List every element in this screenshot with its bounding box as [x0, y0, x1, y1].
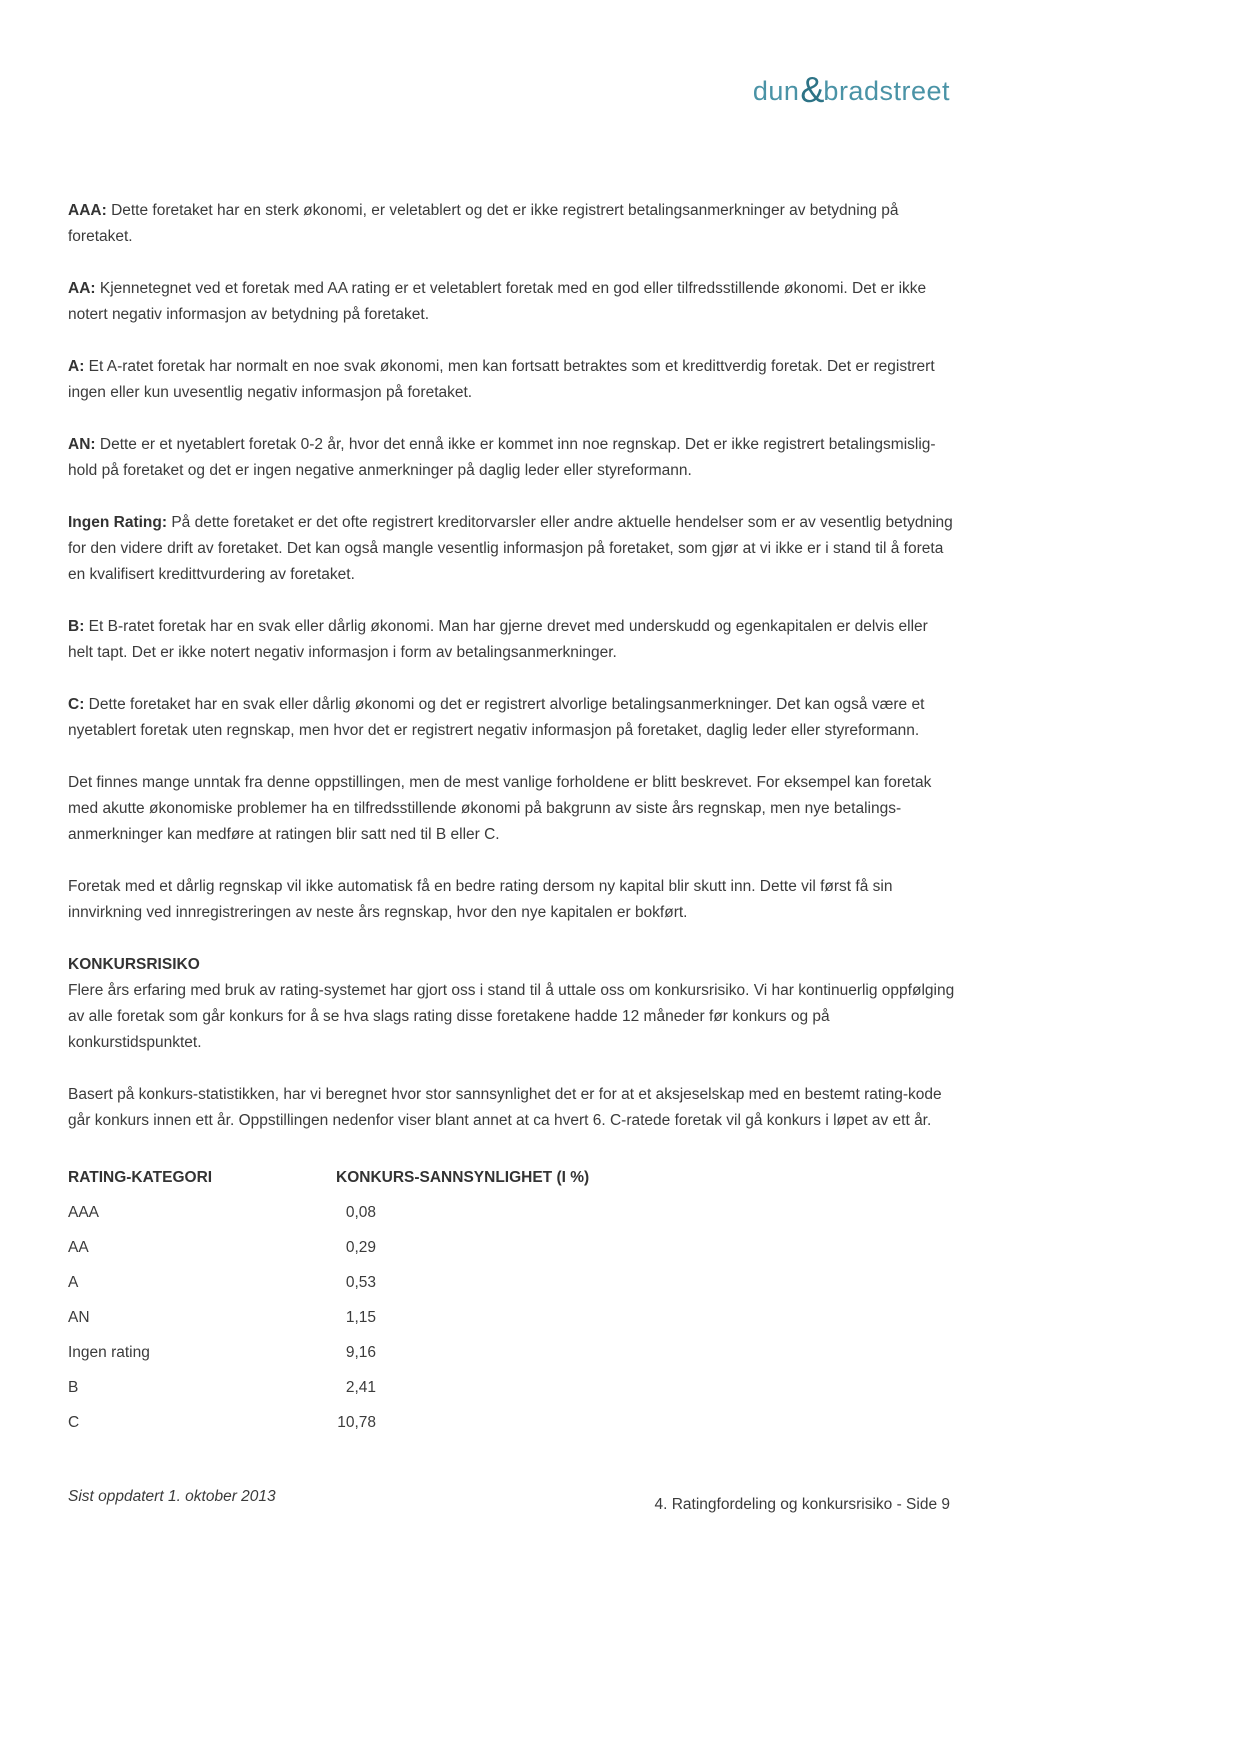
table-cell-category: B: [68, 1379, 79, 1396]
table-cell-category: A: [68, 1274, 79, 1291]
table-cell-category: C: [68, 1414, 80, 1431]
rating-label-c: C:: [68, 696, 85, 713]
table-cell-probability: 1,15: [345, 1309, 376, 1326]
rating-probability-table: [68, 1160, 956, 1440]
table-row: [68, 1265, 956, 1300]
rating-paragraph-an: [68, 432, 956, 484]
page-footer: 4. Ratingfordeling og konkursrisiko - Side 9: [654, 1496, 950, 1513]
table-cell-probability: 9,16: [345, 1344, 376, 1361]
konkursrisiko-heading: KONKURSRISIKO: [68, 956, 200, 973]
rating-paragraph-a: [68, 354, 956, 406]
rating-text-a: Et A-ratet foretak har normalt en noe svak økonomi, men kan fortsatt betraktes som et kredittverdig foretak. Det er registrert ingen eller kun uvesentlig negativ informasjon på foretaket.: [68, 358, 935, 401]
rating-text-an: Dette er et nyetablert foretak 0-2 år, hvor det ennå ikke er kommet inn noe regnskap. Det er ikke registrert betalingsmislig- hold på foretaket og det er ingen negative anmerkninger på daglig leder eller styreformann.: [68, 436, 936, 479]
table-cell-probability: 10,78: [337, 1414, 376, 1431]
last-updated-note: Sist oppdatert 1. oktober 2013: [68, 1488, 276, 1505]
table-cell-category: AN: [68, 1309, 90, 1326]
rating-paragraph-b: [68, 614, 956, 666]
konkursrisiko-paragraph-1: Flere års erfaring med bruk av rating-systemet har gjort oss i stand til å uttale oss om konkursrisiko. Vi har kontinuerlig oppfølging av alle foretak som går konkurs for å se hva slags rating disse foretakene hadde 12 måneder før konkurs og på konkurstidspunktet.: [68, 982, 955, 1051]
table-row: [68, 1405, 956, 1440]
rating-text-c: Dette foretaket har en svak eller dårlig økonomi og det er registrert alvorlige betalingsanmerkninger. Det kan også være et nyetablert foretak uten regnskap, men hvor det er registrert negativ informasjon på foretaket, daglig leder eller styreformann.: [68, 696, 925, 739]
table-cell-probability: 2,41: [345, 1379, 376, 1396]
table-cell-probability: 0,53: [345, 1274, 376, 1291]
table-cell-probability: 0,08: [345, 1204, 376, 1221]
table-header-konkurs-sannsynlighet: KONKURS-SANNSYNLIGHET (I %): [336, 1169, 590, 1186]
rating-label-b: B:: [68, 618, 85, 635]
table-cell-category: AA: [68, 1239, 89, 1256]
rating-paragraph-aaa: [68, 198, 956, 250]
ampersand-logo-mark: &: [800, 69, 825, 110]
rating-label-ingen-rating: Ingen Rating:: [68, 514, 168, 531]
table-cell-category: AAA: [68, 1204, 100, 1221]
rating-paragraph-ingen-rating: [68, 510, 956, 588]
table-cell-probability: 0,29: [345, 1239, 376, 1256]
rating-text-aa: Kjennetegnet ved et foretak med AA rating er et veletablert foretak med en god eller tilfredsstillende økonomi. Det er ikke notert negativ informasjon av betydning på foretaket.: [68, 280, 927, 323]
rating-text-aaa: Dette foretaket har en sterk økonomi, er veletablert og det er ikke registrert betalingsanmerkninger av betydning på foretaket.: [68, 202, 899, 245]
logo-word-bradstreet: bradstreet: [823, 76, 950, 106]
dun-bradstreet-logo: [753, 68, 950, 116]
table-row: [68, 1195, 956, 1230]
rating-label-an: AN:: [68, 436, 96, 453]
konkursrisiko-paragraph-2: Basert på konkurs-statistikken, har vi beregnet hvor stor sannsynlighet det er for at et aksjeselskap med en bestemt rating-kode går konkurs innen ett år. Oppstillingen nedenfor viser blant annet at ca hvert 6. C-ratede foretak vil gå konkurs i løpet av ett år.: [68, 1086, 942, 1129]
rating-label-aa: AA:: [68, 280, 96, 297]
table-header-row: [68, 1160, 956, 1195]
rating-text-b: Et B-ratet foretak har en svak eller dårlig økonomi. Man har gjerne drevet med underskudd og egenkapitalen er delvis eller helt tapt. Det er ikke notert negativ informasjon i form av betalingsanmerkninger.: [68, 618, 928, 661]
table-cell-category: Ingen rating: [68, 1344, 150, 1361]
table-row: [68, 1230, 956, 1265]
table-row: [68, 1370, 956, 1405]
rating-label-a: A:: [68, 358, 85, 375]
table-row: [68, 1335, 956, 1370]
logo-word-dun: dun: [752, 76, 800, 106]
rating-paragraph-aa: [68, 276, 956, 328]
document-content: [68, 198, 956, 1510]
rating-text-ingen-rating: På dette foretaket er det ofte registrert kreditorvarsler eller andre aktuelle hendelser som er av vesentlig betydning for den videre drift av foretaket. Det kan også mangle vesentlig informasjon på foretaket, som gjør at vi ikke er i stand til å foreta en kvalifisert kredittvurdering av foretaket.: [68, 514, 953, 583]
table-row: [68, 1300, 956, 1335]
rating-label-aaa: AAA:: [68, 202, 107, 219]
konkursrisiko-section: [68, 952, 956, 1056]
rating-paragraph-c: [68, 692, 956, 744]
table-header-rating-kategori: RATING-KATEGORI: [68, 1169, 213, 1186]
capital-paragraph: Foretak med et dårlig regnskap vil ikke automatisk få en bedre rating dersom ny kapital blir skutt inn. Dette vil først få sin innvirkning ved innregistreringen av neste års regnskap, hvor den nye kapitalen er bokført.: [68, 878, 893, 921]
exceptions-paragraph: Det finnes mange unntak fra denne oppstillingen, men de mest vanlige forholdene er blitt beskrevet. For eksempel kan foretak med akutte økonomiske problemer ha en tilfredsstillende økonomi på bakgrunn av siste års regnskap, men nye betalings- anmerkninger kan medføre at ratingen blir satt ned til B eller C.: [68, 774, 932, 843]
